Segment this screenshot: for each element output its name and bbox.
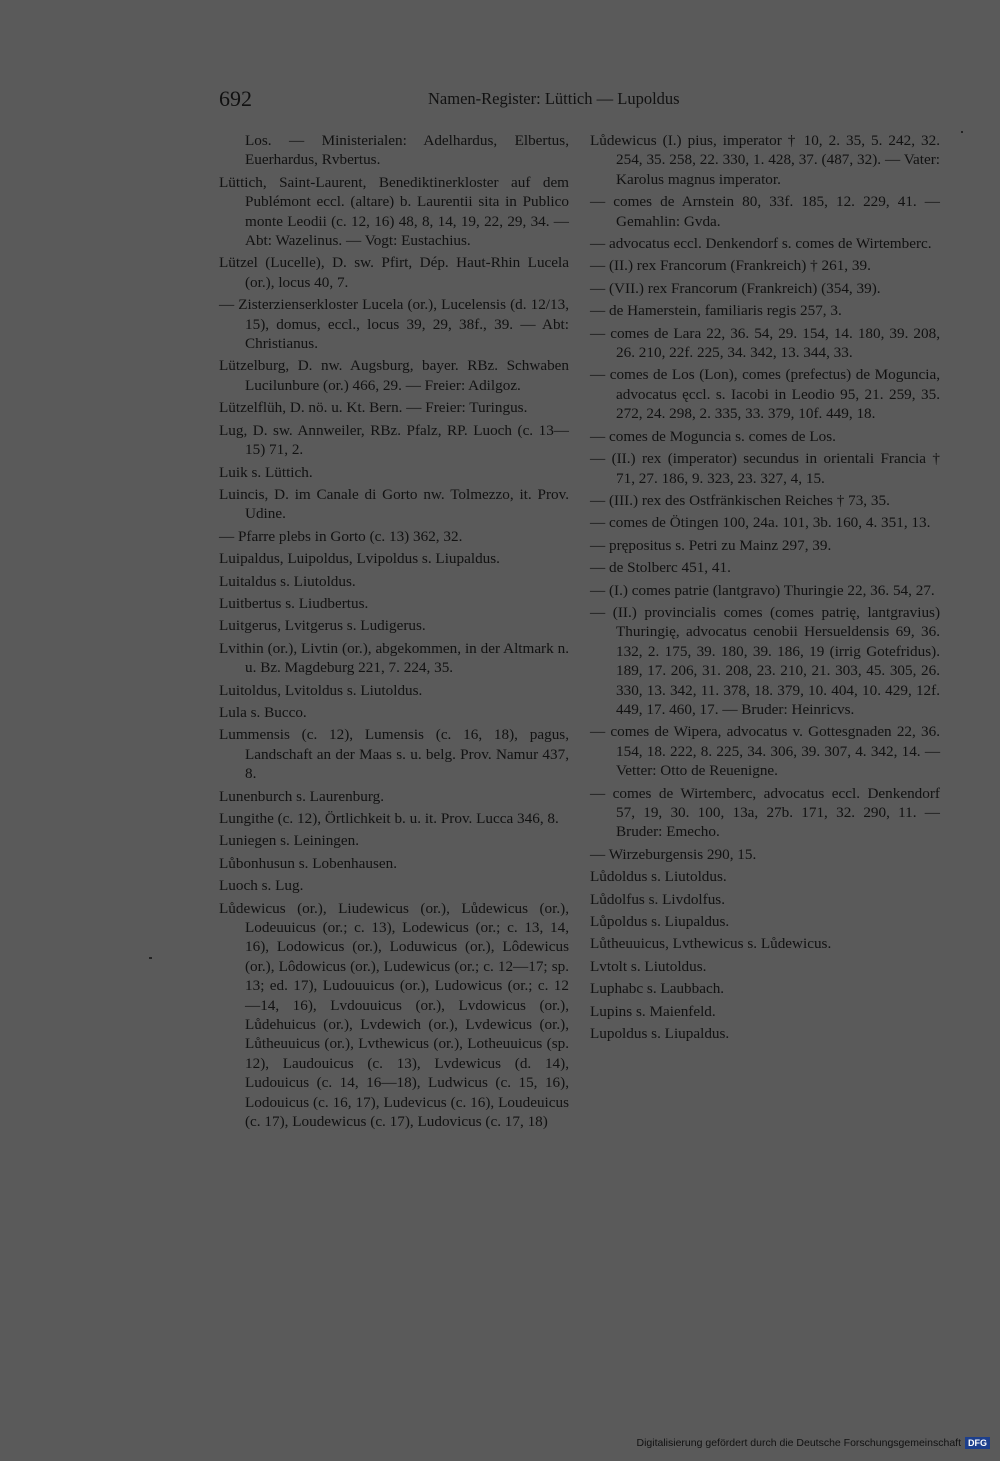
index-entry: Lützelflüh, D. nö. u. Kt. Bern. — Freier: Turingus. <box>219 399 528 417</box>
index-entry: Luniegen s. Leiningen. <box>219 832 360 850</box>
page-number: 692 <box>219 86 252 111</box>
left-column <box>219 131 569 1135</box>
index-entry: — comes de Moguncia s. comes de Los. <box>590 427 836 445</box>
index-entry: Luoch s. Lug. <box>219 877 304 895</box>
index-entry: Lug, D. sw. Annweiler, RBz. Pfalz, RP. Luoch (c. 13—15) 71, 2. <box>219 421 569 459</box>
index-entry: — comes de Lara 22, 36. 54, 29. 154, 14. 180, 39. 208, 26. 210, 22f. 225, 34. 342, 13. 344, 33. <box>590 324 940 362</box>
right-column <box>590 131 940 1046</box>
index-entry: Luipaldus, Luipoldus, Lvipoldus s. Liupaldus. <box>219 550 500 568</box>
index-entry: Lůdolfus s. Livdolfus. <box>590 890 725 908</box>
index-entry: — comes de Wirtemberc, advocatus eccl. Denkendorf 57, 19, 30. 100, 13a, 27b. 171, 32. 290, 11. — Bruder: Emecho. <box>590 784 940 841</box>
index-entry: Lůdoldus s. Liutoldus. <box>590 868 727 886</box>
index-entry: Lummensis (c. 12), Lumensis (c. 16, 18), pagus, Landschaft an der Maas s. u. belg. Prov. Namur 437, 8. <box>219 726 569 783</box>
index-entry: — Pfarre plebs in Gorto (c. 13) 362, 32. <box>219 527 463 545</box>
index-entry: — Zisterzienserkloster Lucela (or.), Lucelensis (d. 12/13, 15), domus, eccl., locus 39, 29, 38f., 39. — Abt: Christianus. <box>219 296 569 353</box>
index-entry: — (II.) provincialis comes (comes patrię, lantgravius) Thuringię, advocatus cenobii Hersueldensis 69, 36. 132, 2. 175, 39. 180, 39. 186, 19 (irrig Gotefridus). 189, 17. 206, 31. 208, 23. 210, 21. 303, 45. 305, 26. 330, 13. 342, 11. 378, 18. 379, 10. 404, 10. 429, 12f. 449, 17. 460, 17. — Bruder: Heinricvs. <box>590 603 940 718</box>
index-entry: Luitbertus s. Liudbertus. <box>219 594 369 612</box>
dfg-logo-icon: DFG <box>965 1437 990 1449</box>
index-entry: — Wirzeburgensis 290, 15. <box>590 845 757 863</box>
index-entry: — de Stolberc 451, 41. <box>590 559 731 577</box>
index-entry: Luincis, D. im Canale di Gorto nw. Tolmezzo, it. Prov. Udine. <box>219 485 569 523</box>
index-entry: Luphabc s. Laubbach. <box>590 980 725 998</box>
footer <box>636 1437 990 1449</box>
index-entry: Lůpoldus s. Liupaldus. <box>590 913 730 931</box>
scan-mark <box>961 131 963 133</box>
index-entry: Lůbonhusun s. Lobenhausen. <box>219 854 398 872</box>
index-entry: Lützel (Lucelle), D. sw. Pfirt, Dép. Haut-Rhin Lucela (or.), locus 40, 7. <box>219 254 569 291</box>
index-entry: Lützelburg, D. nw. Augsburg, bayer. RBz. Schwaben Lucilunbure (or.) 466, 29. — Freier: Adilgoz. <box>219 357 569 394</box>
index-entry: — advocatus eccl. Denkendorf s. comes de Wirtemberc. <box>590 235 932 253</box>
index-entry: — comes de Wipera, advocatus v. Gottesgnaden 22, 36. 154, 18. 222, 8. 225, 34. 306, 39. 307, 4. 342, 14. — Vetter: Otto de Reuenigne. <box>590 723 940 780</box>
index-entry: Lupins s. Maienfeld. <box>590 1002 716 1020</box>
index-entry: Lvtolt s. Liutoldus. <box>590 957 707 975</box>
index-entry: Luitaldus s. Liutoldus. <box>219 572 356 590</box>
index-entry: Lüttich, Saint-Laurent, Benediktinerkloster auf dem Publémont eccl. (altare) b. Laurentii sita in Publico monte Leodii (c. 12, 16) 48, 8, 14, 19, 22, 29, 34. — Abt: Wazelinus. — Vogt: Eustachius. <box>219 173 569 250</box>
index-entry: — comes de Arnstein 80, 33f. 185, 12. 229, 41. — Gemahlin: Gvda. <box>590 193 940 230</box>
index-entry: — (II.) rex Francorum (Frankreich) † 261, 39. <box>590 257 871 275</box>
index-entry: Lupoldus s. Liupaldus. <box>590 1025 730 1043</box>
index-entry: — comes de Los (Lon), comes (prefectus) de Moguncia, advocatus ęccl. s. Iacobi in Leodio 95, 21. 259, 35. 272, 24. 298, 2. 335, 33. 379, 10f. 449, 18. <box>590 366 940 423</box>
index-entry: — comes de Ötingen 100, 24a. 101, 3b. 160, 4. 351, 13. <box>590 514 931 532</box>
index-entry: — (VII.) rex Francorum (Frankreich) (354, 39). <box>590 279 881 297</box>
index-entry: Lůdewicus (I.) pius, imperator † 10, 2. 35, 5. 242, 32. 254, 35. 258, 22. 330, 1. 428, 37. (487, 32). — Vater: Karolus magnus imperator. <box>590 132 940 188</box>
index-entry: Lvithin (or.), Livtin (or.), abgekommen, in der Altmark n. u. Bz. Magdeburg 221, 7. 224, 35. <box>219 639 569 677</box>
index-entry: — prępositus s. Petri zu Mainz 297, 39. <box>590 536 832 554</box>
index-entry: — (I.) comes patrie (lantgravo) Thuringie 22, 36. 54, 27. <box>590 581 935 599</box>
running-head: Namen-Register: Lüttich — Lupoldus <box>428 89 680 108</box>
index-entry: Luitgerus, Lvitgerus s. Ludigerus. <box>219 617 426 635</box>
scan-mark <box>149 957 152 959</box>
index-entry: Lůtheuuicus, Lvthewicus s. Lůdewicus. <box>590 935 832 953</box>
index-entry: Lunenburch s. Laurenburg. <box>219 787 385 805</box>
index-entry: Los. — Ministerialen: Adelhardus, Elbertus, Euerhardus, Rvbertus. <box>245 132 569 169</box>
index-entry: — de Hamerstein, familiaris regis 257, 3. <box>590 302 842 320</box>
index-entry: Lungithe (c. 12), Örtlichkeit b. u. it. Prov. Lucca 346, 8. <box>219 810 559 827</box>
index-entry: Lula s. Bucco. <box>219 703 307 721</box>
index-entry: Luik s. Lüttich. <box>219 463 313 481</box>
index-entry: Luitoldus, Lvitoldus s. Liutoldus. <box>219 681 423 699</box>
index-entry: — (II.) rex (imperator) secundus in orientali Francia † 71, 27. 186, 9. 323, 23. 327, 4, 15. <box>590 450 940 487</box>
footer-credit: Digitalisierung gefördert durch die Deutsche Forschungsgemeinschaft <box>636 1437 961 1449</box>
index-entry: — (III.) rex des Ostfränkischen Reiches † 73, 35. <box>590 491 890 509</box>
index-entry: Lůdewicus (or.), Liudewicus (or.), Lůdewicus (or.), Lodeuuicus (or.; c. 13), Lodewicus (or.; c. 13, 14, 16), Lodowicus (or.), Loduwicus (or.), Lôdewicus (or.), Lôdowicus (or.), Ludewicus (or.; c. 12—17; sp. 13; ed. 17), Ludouuicus (or.), Ludowicus (or.; c. 12—14, 16), Lvdouuicus (or.), Lvdowicus (or.), Lůdehuicus (or.), Lvdewich (or.), Lvdewicus (or.), Lůtheuuicus (or.), Lvthewicus (or.), Lotheuuicus (sp. 12), Laudouicus (c. 13), Lvdewicus (d. 14), Ludouicus (c. 14, 16—18), Ludwicus (c. 15, 16), Lodouicus (c. 16, 17), Ludevicus (c. 16), Loudeuicus (c. 17), Loudewicus (c. 17), Ludovicus (c. 17, 18) <box>219 899 569 1131</box>
